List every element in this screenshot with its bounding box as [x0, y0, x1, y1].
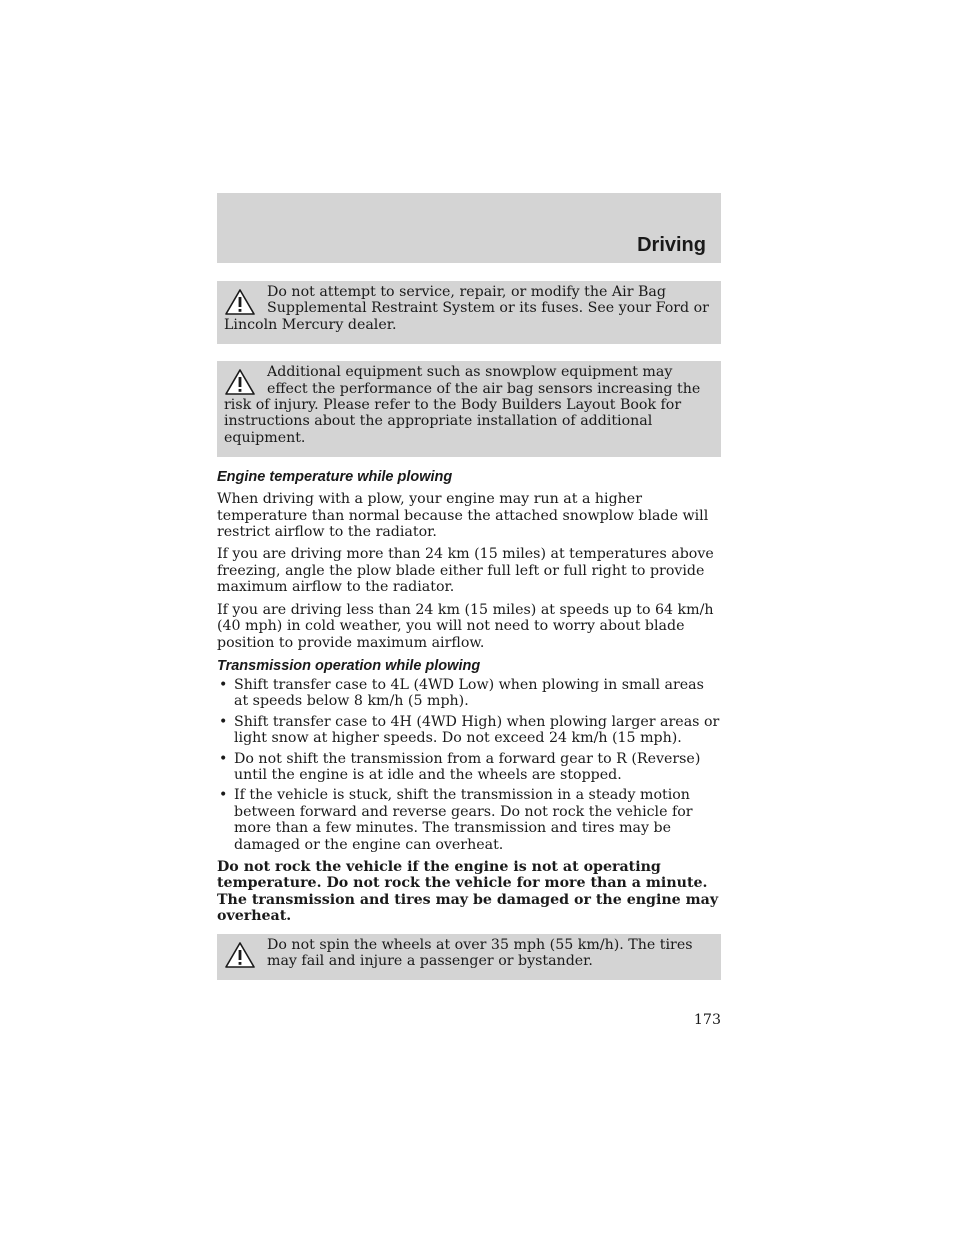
warning-box-airbag-service [217, 281, 721, 344]
section-header [217, 193, 721, 263]
warning-box-wheel-spin [217, 934, 721, 981]
warning-text: Additional equipment such as snowplow equipment may effect the performance of the air bag sensors increasing the risk of injury. Please refer to the Body Builders Layout Book for instructions about the appropriate installation of additional equipment. [224, 364, 701, 446]
section-title: Driving [637, 234, 706, 256]
manual-page [217, 193, 721, 1042]
heading-transmission-operation: Transmission operation while plowing [217, 657, 481, 674]
list-item: • If the vehicle is stuck, shift the transmission in a steady motion between forward and reverse gears. Do not rock the vehicle for more than a few minutes. The transmission and tires may be damaged or the engine can overheat. [219, 787, 693, 853]
warning-triangle-icon [224, 368, 256, 396]
warning-text: Do not attempt to service, repair, or modify the Air Bag Supplemental Restraint System or its fuses. See your Ford or Lincoln Mercury dealer. [224, 284, 709, 333]
list-item: • Do not shift the transmission from a forward gear to R (Reverse) until the engine is at idle and the wheels are stopped. [219, 750, 701, 783]
bold-caution-note: Do not rock the vehicle if the engine is not at operating temperature. Do not rock the vehicle for more than a minute. The transmission and tires may be damaged or the engine may overheat. [217, 858, 719, 925]
warning-text: Do not spin the wheels at over 35 mph (55 km/h). The tires may fail and injure a passenger or bystander. [267, 936, 693, 969]
list-item: • Shift transfer case to 4H (4WD High) when plowing larger areas or light snow at higher speeds. Do not exceed 24 km/h (15 mph). [219, 713, 720, 747]
warning-triangle-icon [224, 941, 256, 969]
list-item: • Shift transfer case to 4L (4WD Low) when plowing in small areas at speeds below 8 km/h (5 mph). [219, 676, 704, 710]
page-number: 173 [693, 1012, 721, 1029]
paragraph: When driving with a plow, your engine may run at a higher temperature than normal because the attached snowplow blade will restrict airflow to the radiator. [217, 491, 709, 541]
warning-triangle-icon [224, 288, 256, 316]
warning-box-snowplow-airbag [217, 361, 721, 457]
paragraph: If you are driving less than 24 km (15 miles) at speeds up to 64 km/h (40 mph) in cold weather, you will not need to worry about blade position to provide maximum airflow. [217, 601, 714, 651]
heading-engine-temperature: Engine temperature while plowing [217, 469, 453, 486]
paragraph: If you are driving more than 24 km (15 miles) at temperatures above freezing, angle the plow blade either full left or full right to provide maximum airflow to the radiator. [217, 546, 714, 596]
bullet-list [217, 677, 721, 853]
